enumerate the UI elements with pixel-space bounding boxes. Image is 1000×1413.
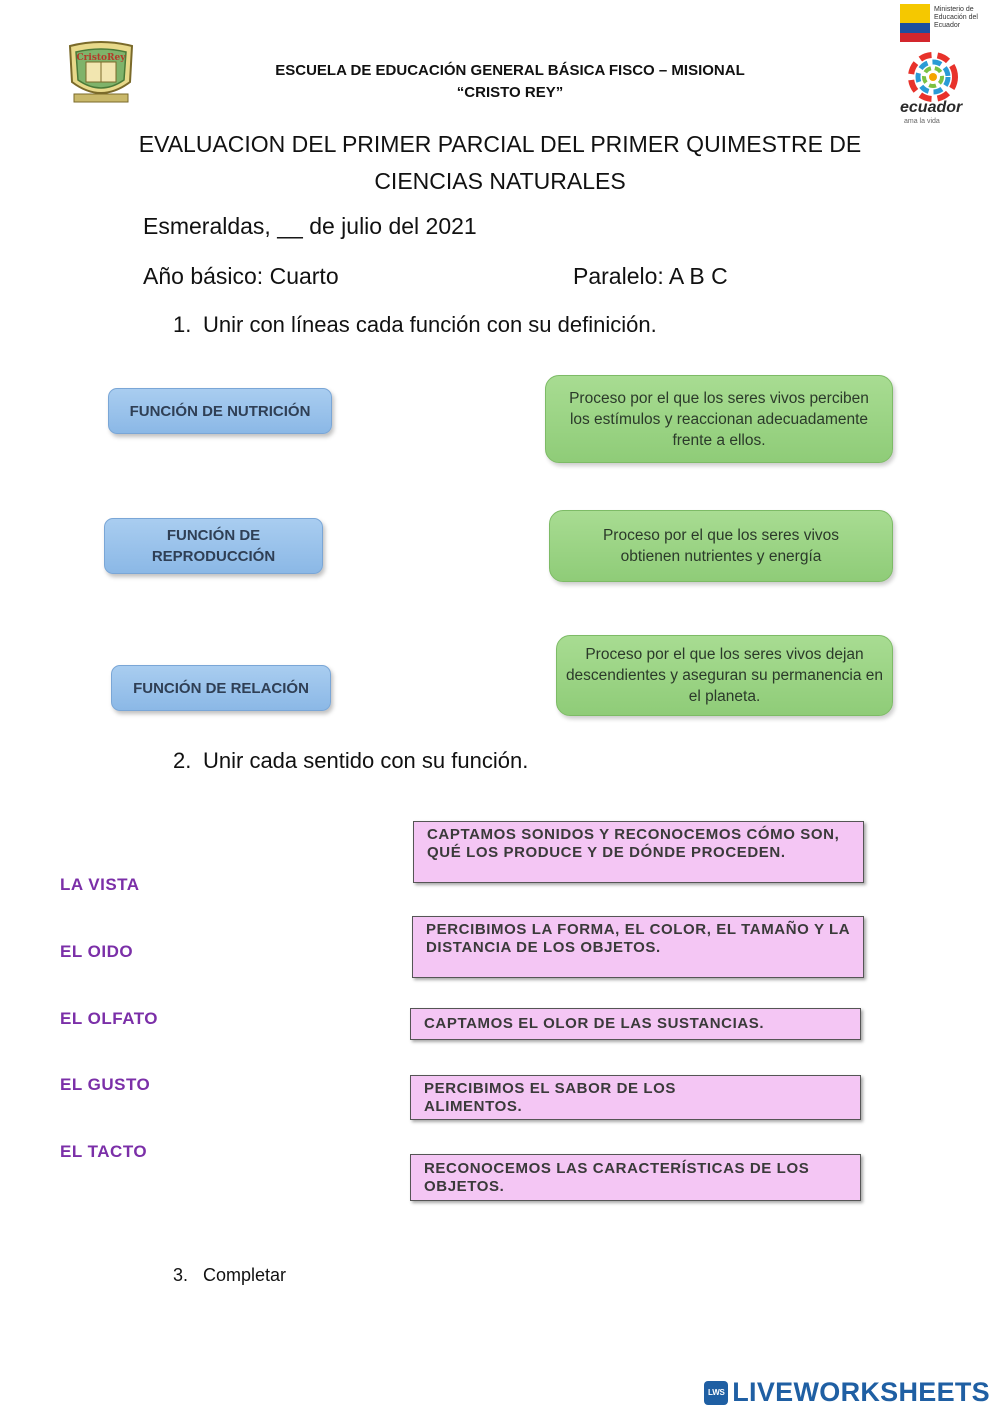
ecuador-brand: ecuador — [900, 99, 963, 116]
sense-function-box-1[interactable]: CAPTAMOS SONIDOS Y RECONOCEMOS CÓMO SON, QUÉ LOS PRODUCE Y DE DÓNDE PROCEDEN. — [413, 821, 864, 883]
liveworksheets-text: LIVEWORKSHEETS — [732, 1377, 990, 1407]
function-box-relacion[interactable]: FUNCIÓN DE RELACIÓN — [111, 665, 331, 711]
sense-oido[interactable]: EL OIDO — [60, 942, 134, 961]
ministry-flag-icon — [900, 4, 930, 42]
sense-olfato[interactable]: EL OLFATO — [60, 1009, 159, 1028]
question-3 — [173, 1265, 286, 1286]
liveworksheets-logo-mark: LWS — [708, 1388, 725, 1397]
function-box-nutricion[interactable]: FUNCIÓN DE NUTRICIÓN — [108, 388, 332, 434]
question-1-number: 1. — [173, 312, 192, 337]
liveworksheets-brand[interactable] — [704, 1377, 990, 1408]
school-crest-logo — [64, 38, 138, 106]
question-2-text: Unir cada sentido con su función. — [203, 748, 529, 773]
ecuador-tagline: ama la vida — [904, 118, 940, 125]
date-line: Esmeraldas, __ de julio del 2021 — [143, 213, 477, 239]
school-name-line2: “CRISTO REY” — [456, 84, 564, 101]
section-line: Paralelo: A B C — [573, 263, 728, 289]
sense-function-box-3[interactable]: CAPTAMOS EL OLOR DE LAS SUSTANCIAS. — [410, 1008, 861, 1040]
question-2 — [173, 748, 528, 774]
grade-line: Año básico: Cuarto — [143, 263, 339, 289]
sense-function-box-4[interactable]: PERCIBIMOS EL SABOR DE LOS ALIMENTOS. — [410, 1075, 861, 1120]
exam-title-line1: EVALUACION DEL PRIMER PARCIAL DEL PRIMER QUIMESTRE DE — [138, 131, 862, 157]
school-crest-text: CristoRey — [76, 53, 126, 63]
question-1-text: Unir con líneas cada función con su definición. — [203, 312, 657, 337]
question-1 — [173, 312, 657, 338]
school-name — [200, 60, 820, 104]
definition-box-2[interactable] — [549, 510, 893, 582]
sense-vista[interactable]: LA VISTA — [60, 875, 140, 894]
function-box-reproduccion-label: FUNCIÓN DE REPRODUCCIÓN — [151, 527, 276, 565]
function-box-reproduccion[interactable] — [104, 518, 323, 574]
ecuador-swirl-icon — [906, 52, 960, 102]
liveworksheets-logo-icon — [704, 1381, 728, 1405]
definition-box-1[interactable]: Proceso por el que los seres vivos perciben los estímulos y reaccionan adecuadamente frente a ellos. — [545, 375, 893, 463]
definition-box-2-label: Proceso por el que los seres vivos obtienen nutrientes y energía — [602, 527, 840, 565]
ministry-logo — [900, 4, 980, 128]
ministry-name: Ministerio de Educación del Ecuador — [934, 6, 978, 29]
school-name-line1: ESCUELA DE EDUCACIÓN GENERAL BÁSICA FISCO – MISIONAL — [275, 62, 745, 79]
sense-gusto[interactable]: EL GUSTO — [60, 1075, 151, 1094]
exam-title — [130, 126, 870, 200]
question-3-text: Completar — [203, 1265, 287, 1285]
sense-function-box-5[interactable]: RECONOCEMOS LAS CARACTERÍSTICAS DE LOS OBJETOS. — [410, 1154, 861, 1201]
sense-function-box-2[interactable]: PERCIBIMOS LA FORMA, EL COLOR, EL TAMAÑO Y LA DISTANCIA DE LOS OBJETOS. — [412, 916, 864, 978]
question-3-number: 3. — [173, 1265, 189, 1285]
definition-box-3[interactable]: Proceso por el que los seres vivos dejan descendientes y aseguran su permanencia en el planeta. — [556, 635, 893, 716]
exam-title-line2: CIENCIAS NATURALES — [374, 168, 626, 194]
sense-tacto[interactable]: EL TACTO — [60, 1142, 148, 1161]
question-2-number: 2. — [173, 748, 192, 773]
